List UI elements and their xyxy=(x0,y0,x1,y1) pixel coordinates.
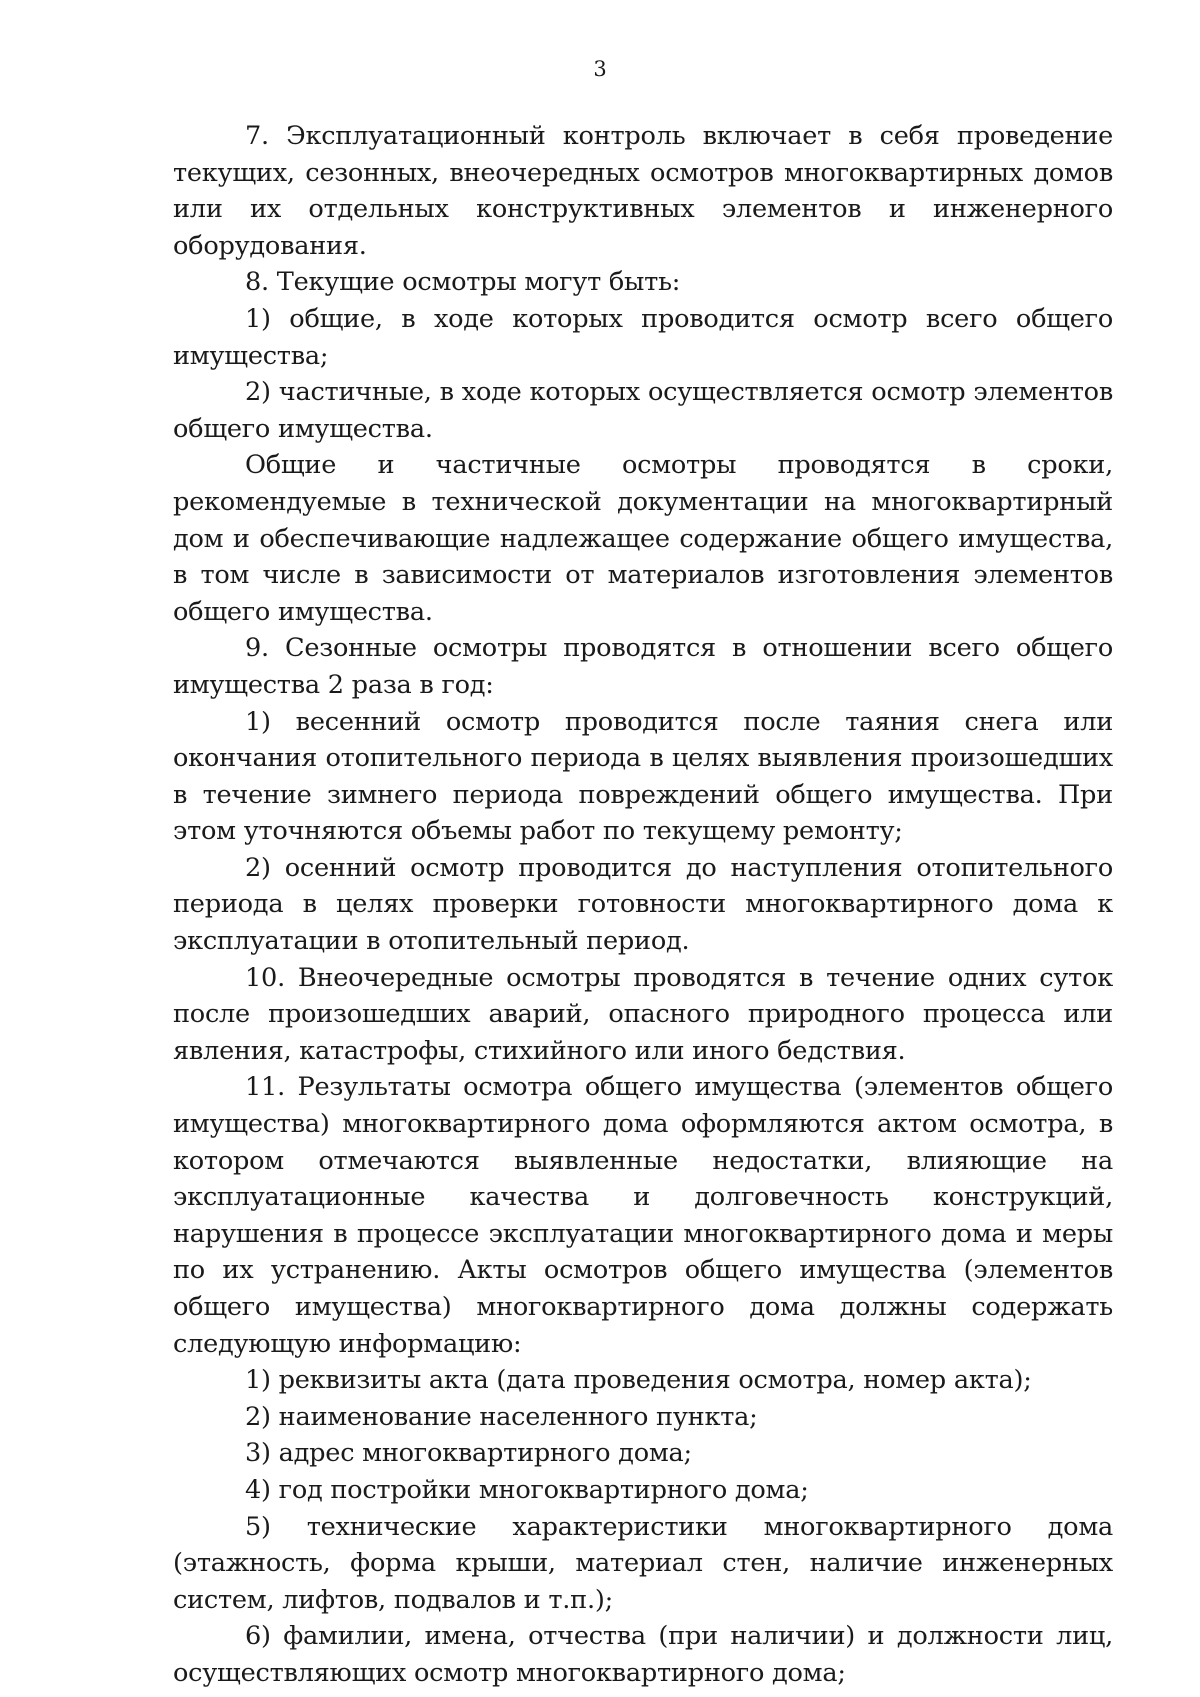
paragraph-subitem-11-4: 4) год постройки многоквартирного дома; xyxy=(245,1474,809,1505)
paragraph-item-7: 7. Эксплуатационный контроль включает в себя проведение текущих, сезонных, внеочередных осмотров многоквартирных домов или их отдельных конструктивных элементов и инженерного оборудования. xyxy=(173,121,1113,261)
paragraph-item-10: 10. Внеочередные осмотры проводятся в течение одних суток после произошедших аварий, опасного природного процесса или явления, катастрофы, стихийного или иного бедствия. xyxy=(173,962,1113,1066)
paragraph-subitem-11-1: 1) реквизиты акта (дата проведения осмотра, номер акта); xyxy=(245,1365,1032,1396)
paragraph-subitem-11-2: 2) наименование населенного пункта; xyxy=(245,1401,758,1432)
page-number: 3 xyxy=(593,57,607,81)
paragraph-subitem-9-2: 2) осенний осмотр проводится до наступления отопительного периода в целях проверки готовности многоквартирного дома к эксплуатации в отопительный период. xyxy=(173,852,1113,957)
document-body xyxy=(173,118,1113,1692)
paragraph-subitem-9-1: 1) весенний осмотр проводится после таяния снега или окончания отопительного периода в целях выявления произошедших в течение зимнего периода повреждений общего имущества. При этом уточняются объемы работ по текущему ремонту; xyxy=(173,706,1113,847)
paragraph-subitem-11-3: 3) адрес многоквартирного дома; xyxy=(245,1438,692,1469)
paragraph-subitem-11-6: 6) фамилии, имена, отчества (при наличии) и должности лиц, осуществляющих осмотр многоквартирного дома; xyxy=(173,1621,1113,1688)
paragraph-subitem-8-1: 1) общие, в ходе которых проводится осмотр всего общего имущества; xyxy=(173,303,1113,371)
paragraph-subitem-8-2: 2) частичные, в ходе которых осуществляется осмотр элементов общего имущества. xyxy=(173,377,1113,444)
paragraph-item-8: 8. Текущие осмотры могут быть: xyxy=(245,267,681,298)
paragraph-general-inspections: Общие и частичные осмотры проводятся в сроки, рекомендуемые в технической документации на многоквартирный дом и обеспечивающие надлежащее содержание общего имущества, в том числе в зависимости от материалов изготовления элементов общего имущества. xyxy=(173,450,1113,627)
paragraph-item-9: 9. Сезонные осмотры проводятся в отношении всего общего имущества 2 раза в год: xyxy=(173,633,1113,700)
paragraph-item-11: 11. Результаты осмотра общего имущества (элементов общего имущества) многоквартирного дома оформляются актом осмотра, в котором отмечаются выявленные недостатки, влияющие на эксплуатационные качества и долговечность конструкций, нарушения в процессе эксплуатации многоквартирного дома и меры по их устранению. Акты осмотров общего имущества (элементов общего имущества) многоквартирного дома должны содержать следующую информацию: xyxy=(173,1072,1113,1359)
paragraph-subitem-11-5: 5) технические характеристики многоквартирного дома (этажность, форма крыши, материал стен, наличие инженерных систем, лифтов, подвалов и т.п.); xyxy=(173,1511,1113,1615)
